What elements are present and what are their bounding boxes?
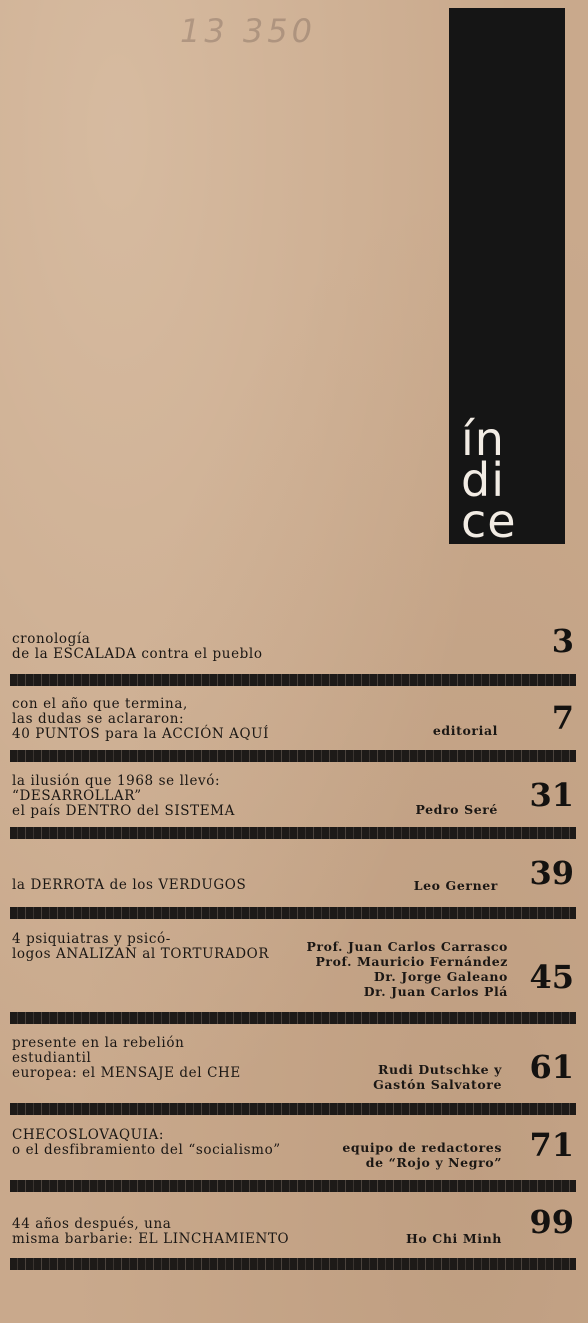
entry-author: editorial (432, 723, 498, 738)
entry-title: con el año que termina, las dudas se aclararon: 40 PUNTOS para la ACCIÓN AQUÍ (12, 696, 270, 742)
entry-title: presente en la rebelión estudiantil europea: el MENSAJE del CHE (12, 1035, 241, 1081)
page-number: 3 (551, 622, 574, 660)
page-number: 71 (529, 1126, 574, 1164)
index-title-line: ín (461, 412, 505, 466)
entry-author: equipo de redactores de “Rojo y Negro” (342, 1140, 502, 1170)
entry-title: 44 años después, una misma barbarie: EL LINCHAMIENTO (12, 1216, 290, 1247)
entry-author: Prof. Juan Carlos Carrasco Prof. Mauricio Fernández Dr. Jorge Galeano Dr. Juan Carlos Plá (306, 939, 508, 999)
entry-title: la DERROTA de los VERDUGOS (12, 877, 247, 893)
handwritten-note: 13 350 (180, 12, 316, 50)
index-title-line: di (461, 453, 505, 507)
entry-author: Rudi Dutschke y Gastón Salvatore (373, 1062, 502, 1092)
page-number: 61 (529, 1048, 574, 1086)
divider (10, 907, 576, 919)
page-number: 31 (529, 776, 574, 814)
divider (10, 1103, 576, 1115)
index-band (449, 8, 565, 548)
divider (10, 827, 576, 839)
divider (10, 1180, 576, 1192)
entry-title: 4 psiquiatras y psicó- logos ANALIZAN al TORTURADOR (12, 931, 270, 962)
index-title (461, 412, 517, 548)
divider (10, 1012, 576, 1024)
entry-title: CHECOSLOVAQUIA: o el desfibramiento del “socialismo” (12, 1127, 281, 1158)
entry-title: la ilusión que 1968 se llevó: “DESARROLLAR” el país DENTRO del SISTEMA (12, 773, 235, 819)
entry-author: Leo Gerner (413, 878, 498, 893)
entry-author: Pedro Seré (415, 802, 498, 817)
divider (10, 750, 576, 762)
page-number: 45 (529, 958, 574, 996)
divider (10, 674, 576, 686)
index-title-line: ce (461, 494, 517, 548)
page-number: 7 (551, 699, 574, 737)
entry-author: Ho Chi Minh (406, 1231, 502, 1246)
entry-title: cronología de la ESCALADA contra el pueblo (12, 631, 263, 662)
page-number: 39 (529, 854, 574, 892)
page-number: 99 (529, 1203, 574, 1241)
divider (10, 1258, 576, 1270)
